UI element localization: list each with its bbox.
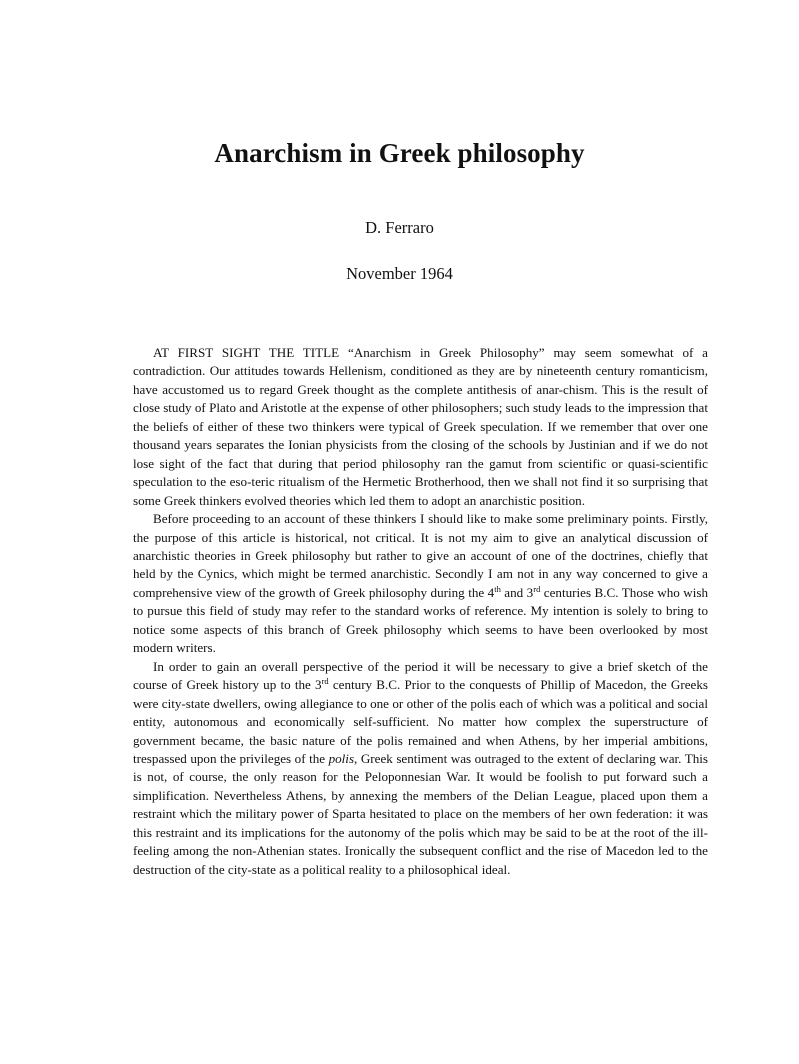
paragraph-1 (133, 344, 708, 510)
superscript-rd: rd (533, 583, 541, 594)
superscript-rd: rd (321, 676, 329, 687)
paragraph-2 (133, 510, 708, 658)
document-title: Anarchism in Greek philosophy (214, 138, 585, 168)
paragraph-2-text-c: centuries B.C. Those who wish to pursue this field of study may refer to the standard works of reference. My intention is solely to bring to notice some aspects of this branch of Greek philosophy which seems to have been overlooked by most modern writers. (133, 584, 708, 656)
paragraph-3-text-b: century B.C. Prior to the conquests of Phillip of Macedon, the Greeks were city-state dwellers, owing allegiance to one or other of the polis each of which was a political and social entity, autonomous and economically self-sufficient. No matter how complex the superstructure of government became, the basic nature of the polis remained and when Athens, by her imperial ambitions, trespassed upon the privileges of the (133, 677, 708, 766)
paragraph-2-text-b: and 3 (500, 584, 534, 600)
italic-polis: polis (328, 750, 355, 766)
paragraph-3-text-c: , Greek sentiment was outraged to the extent of declaring war. This is not, of course, the only reason for the Peloponnesian War. It would be foolish to put forward such a simplification. Nevertheless Athens, by annexing the members of the Delian League, placed upon them a restraint which the military power of Sparta hesitated to place on the members of her own federation: it was this restraint and its implications for the autonomy of the polis which may be said to be at the root of the ill-feeling among the non-Athenian states. Ironically the subsequent conflict and the rise of Macedon led to the destruction of the city-state as a political reality to a philosophical ideal. (133, 750, 708, 877)
document-date: November 1964 (346, 264, 453, 283)
paragraph-3-text-a: In order to gain an overall perspective of the period it will be necessary to give a brief sketch of the course of Greek history up to the 3 (133, 658, 708, 693)
body-text (133, 344, 708, 879)
paragraph-3 (133, 658, 708, 879)
paragraph-2-text-a: Before proceeding to an account of these thinkers I should like to make some preliminary points. Firstly, the purpose of this article is historical, not critical. It is not my aim to give an analytical discussion of anarchistic theories in Greek philosophy but rather to give an account of one of the doctrines, chiefly that held by the Cynics, which might be termed anarchistic. Secondly I am not in any way concerned to give a comprehensive view of the growth of Greek philosophy during the 4 (133, 511, 708, 600)
paragraph-1-text: AT FIRST SIGHT THE TITLE “Anarchism in Greek Philosophy” may seem somewhat of a contradiction. Our attitudes towards Hellenism, conditioned as they are by nineteenth century romanticism, have accustomed us to regard Greek thought as the complete antithesis of anar-chism. This is the result of close study of Plato and Aristotle at the expense of other philosophers; such study leads to the impression that the beliefs of either of these two thinkers were typical of Greek speculation. If we remember that over one thousand years separates the Ionian physicists from the closing of the schools by Justinian and if we do not lose sight of the fact that during that period philosophy ran the gamut from scientific or quasi-scientific speculation to the eso-teric ritualism of the Hermetic Brotherhood, then we shall not find it so surprising that some Greek thinkers evolved theories which led them to adopt an anarchistic position. (133, 345, 708, 508)
superscript-th: th (494, 583, 501, 594)
document-author: D. Ferraro (365, 218, 434, 237)
